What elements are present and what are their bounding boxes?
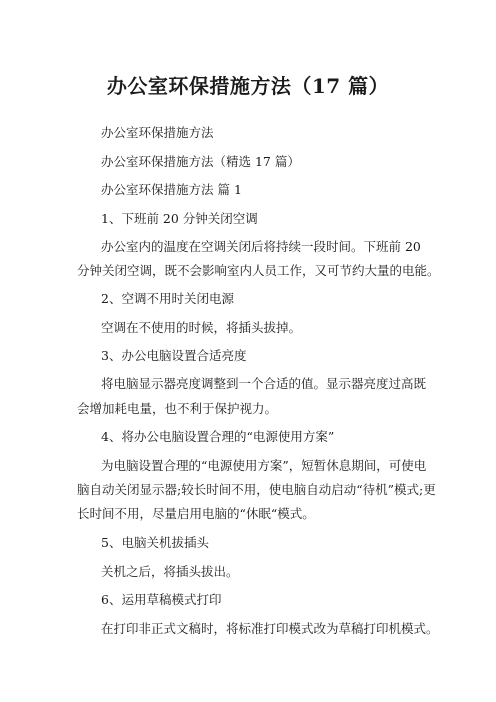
doc-line-14: 脑自动关闭显示器;较长时间不用，使电脑自动启动“待机”模式;更 xyxy=(77,482,436,497)
doc-line-7: 2、空调不用时关闭电源 xyxy=(101,291,234,306)
document-title: 办公室环保措施方法（17 篇） xyxy=(106,74,390,98)
doc-line-1: 办公室环保措施方法 xyxy=(101,125,214,140)
doc-line-17: 关机之后，将插头拔出。 xyxy=(101,564,239,579)
doc-line-12: 4、将办公电脑设置合理的“电源使用方案” xyxy=(101,429,335,444)
doc-line-4: 1、下班前 20 分钟关闭空调 xyxy=(101,211,258,226)
doc-line-13: 为电脑设置合理的“电源使用方案”，短暂休息期间，可使电 xyxy=(101,458,427,473)
doc-line-8: 空调在不使用的时候，将插头拔掉。 xyxy=(101,320,302,335)
doc-line-6: 分钟关闭空调，既不会影响室内人员工作，又可节约大量的电能。 xyxy=(77,263,440,278)
doc-line-5: 办公室内的温度在空调关闭后将持续一段时间。下班前 20 xyxy=(101,239,421,254)
doc-line-11: 会增加耗电量，也不利于保护视力。 xyxy=(77,401,278,416)
doc-line-16: 5、电脑关机拔插头 xyxy=(101,535,209,550)
doc-line-18: 6、运用草稿模式打印 xyxy=(101,592,222,607)
doc-line-9: 3、办公电脑设置合适亮度 xyxy=(101,348,247,363)
doc-line-3: 办公室环保措施方法 篇 1 xyxy=(101,182,242,197)
doc-line-15: 长时间不用，尽量启用电脑的“休眠“模式。 xyxy=(77,506,315,521)
doc-line-19: 在打印非正式文稿时，将标准打印模式改为草稿打印机模式。 xyxy=(101,621,439,636)
doc-line-10: 将电脑显示器亮度调整到一个合适的值。显示器亮度过高既 xyxy=(101,376,427,391)
doc-line-2: 办公室环保措施方法（精选 17 篇） xyxy=(101,154,300,169)
